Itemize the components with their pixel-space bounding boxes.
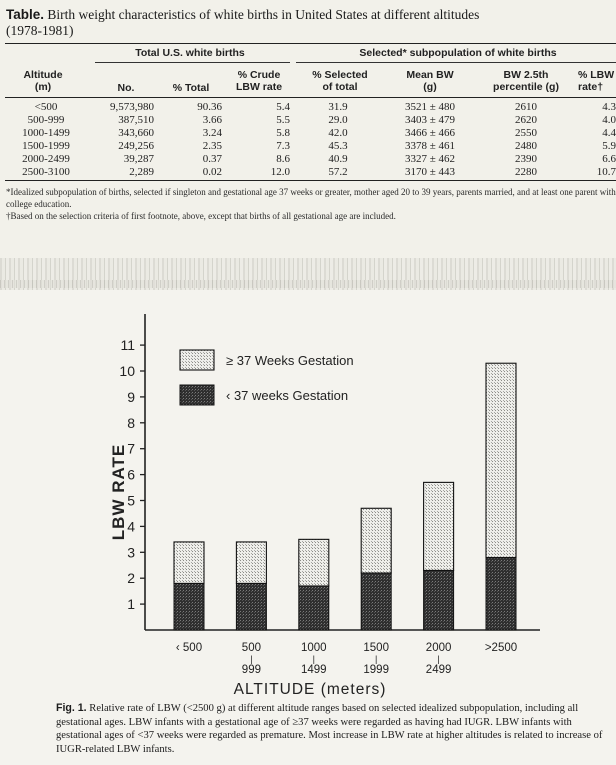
group-line-selected [296, 62, 616, 63]
table-cell: 0.37 [202, 153, 222, 165]
table-cell: 3378 ± 461 [404, 140, 456, 152]
y-tick-label: 2 [127, 570, 135, 587]
header-bottom-rule [5, 97, 616, 98]
table-cell: 5.5 [276, 114, 290, 126]
table-cell: 4.4 [602, 127, 616, 139]
column-header: % Crude LBW rate [235, 69, 283, 93]
bar-preterm [174, 583, 204, 630]
table-label: Table. [6, 7, 45, 22]
y-tick-label: 11 [120, 337, 135, 354]
table-row-altitude: 1000-1499 [22, 127, 70, 139]
table-cell: 9,573,980 [110, 101, 154, 113]
column-header: % Total [172, 82, 210, 94]
legend-swatch-preterm [180, 385, 214, 405]
table-bottom-rule [5, 180, 616, 181]
x-tick-label: 1499 [301, 664, 327, 676]
table-cell: 2390 [515, 153, 537, 165]
table-cell: 3521 ± 480 [404, 101, 456, 113]
table-cell: 42.0 [328, 127, 348, 139]
figure-caption-text: Relative rate of LBW (<2500 g) at different altitude ranges based on selected idealized subpopulation, including all gestational ages. LBW infants with a gestational age of ≥37 weeks were regarded as having had IUGR. LBW infants with gestational ages of <37 weeks were regarded as premature. Most increase in LBW rate at higher altitudes is related to increase of IUGR-related LBW infants. [56, 703, 603, 755]
column-header: BW 2.5th percentile (g) [493, 69, 559, 93]
x-tick-label: 1999 [363, 664, 389, 676]
column-header: No. [117, 82, 135, 94]
table-cell: 343,660 [118, 127, 154, 139]
y-tick-label: 1 [127, 596, 135, 613]
y-tick-label: 7 [127, 440, 135, 457]
table-row-altitude: 500-999 [27, 114, 65, 126]
y-tick-label: 5 [127, 492, 135, 509]
y-tick-label: 8 [127, 414, 135, 431]
table-cell: 40.9 [328, 153, 348, 165]
bar-term [299, 539, 329, 586]
table-cell: 3466 ± 466 [404, 127, 456, 139]
bar-term [486, 363, 516, 557]
x-tick-label: ‹ 500 [175, 642, 203, 654]
x-tick-label: 500 [241, 642, 261, 654]
table-row-altitude: 2500-3100 [22, 166, 70, 178]
bar-preterm [236, 583, 266, 630]
table-cell: 4.0 [602, 114, 616, 126]
column-header: Altitude (m) [23, 69, 63, 93]
footnote-selection: *Idealized subpopulation of births, selected if singleton and gestational age 37 weeks or greater, mother aged 20 to 39 years, parents married, and at least one parent with college education. [6, 187, 616, 209]
table-cell: 2.35 [202, 140, 222, 152]
x-tick-label: | [312, 654, 315, 664]
bar-term [174, 542, 204, 583]
table-cell: 2550 [515, 127, 537, 139]
y-axis-label: LBW RATE [109, 443, 128, 541]
table-row-altitude: <500 [34, 101, 58, 113]
bar-term [361, 508, 391, 573]
table-years: (1978-1981) [6, 23, 74, 38]
bar-term [236, 542, 266, 583]
table-title [6, 7, 611, 39]
scan-noise-band-dark [0, 280, 616, 288]
table-cell: 10.7 [596, 166, 616, 178]
legend-label-preterm: ‹ 37 weeks Gestation [226, 388, 349, 403]
x-tick-label: | [437, 654, 440, 664]
x-axis-label: ALTITUDE (meters) [233, 681, 387, 698]
table-cell: 39,287 [123, 153, 154, 165]
group-line-total [95, 62, 290, 63]
column-header: % LBW rate† [578, 69, 615, 93]
x-tick-label: 1000 [301, 642, 327, 654]
y-tick-label: 9 [127, 388, 135, 405]
table-cell: 3403 ± 479 [404, 114, 456, 126]
figure-label: Fig. 1. [56, 702, 87, 714]
x-tick-label: 1500 [363, 642, 389, 654]
x-tick-label: 2499 [425, 664, 452, 676]
table-cell: 3170 ± 443 [404, 166, 456, 178]
bar-term [424, 482, 454, 570]
table-cell: 3.66 [202, 114, 222, 126]
table-cell: 29.0 [328, 114, 348, 126]
table-row-altitude: 1500-1999 [22, 140, 70, 152]
table-cell: 2610 [515, 101, 537, 113]
x-tick-label: 999 [241, 664, 261, 676]
table-cell: 2280 [515, 166, 537, 178]
table-cell: 3.24 [202, 127, 222, 139]
table-cell: 387,510 [118, 114, 154, 126]
x-tick-label: | [375, 654, 378, 664]
y-tick-label: 4 [127, 518, 135, 535]
table-title-text: Birth weight characteristics of white births in United States at different altitudes [47, 7, 480, 22]
table-cell: 6.6 [602, 153, 616, 165]
column-header: Mean BW (g) [406, 69, 454, 93]
x-tick-label: >2500 [484, 642, 518, 654]
table-cell: 2620 [515, 114, 537, 126]
figure-caption [56, 702, 612, 756]
table-cell: 90.36 [197, 101, 222, 113]
bar-preterm [424, 570, 454, 630]
table-cell: 5.4 [276, 101, 290, 113]
table-cell: 7.3 [276, 140, 290, 152]
x-tick-label: 2000 [425, 642, 452, 654]
table-cell: 3327 ± 462 [404, 153, 456, 165]
table-cell: 5.9 [602, 140, 616, 152]
footnote-lbw-rate: †Based on the selection criteria of first footnote, above, except that births of all gestational age are included. [6, 211, 396, 221]
y-tick-label: 10 [119, 363, 135, 379]
table-cell: 249,256 [118, 140, 154, 152]
legend-swatch-term [180, 350, 214, 370]
x-tick-label: | [250, 654, 253, 664]
y-tick-label: 3 [127, 544, 135, 561]
group-header-total: Total U.S. white births [135, 47, 245, 59]
table-cell: 12.0 [270, 166, 290, 178]
table-cell: 0.02 [202, 166, 222, 178]
table-top-rule [5, 43, 616, 44]
bar-preterm [486, 557, 516, 630]
bar-preterm [361, 573, 391, 630]
table-cell: 5.8 [276, 127, 290, 139]
legend-label-term: ≥ 37 Weeks Gestation [226, 353, 354, 368]
table-cell: 2480 [515, 140, 537, 152]
y-tick-label: 6 [127, 466, 135, 483]
table-cell: 4.3 [602, 101, 616, 113]
table-cell: 57.2 [328, 166, 348, 178]
table-row-altitude: 2000-2499 [22, 153, 70, 165]
group-header-selected: Selected* subpopulation of white births [359, 47, 557, 59]
table-cell: 2,289 [129, 166, 154, 178]
table-cell: 45.3 [328, 140, 348, 152]
table-cell: 31.9 [328, 101, 348, 113]
bar-preterm [299, 586, 329, 630]
column-header: % Selected of total [312, 69, 368, 93]
table-cell: 8.6 [276, 153, 290, 165]
lbw-rate-chart [0, 290, 616, 700]
